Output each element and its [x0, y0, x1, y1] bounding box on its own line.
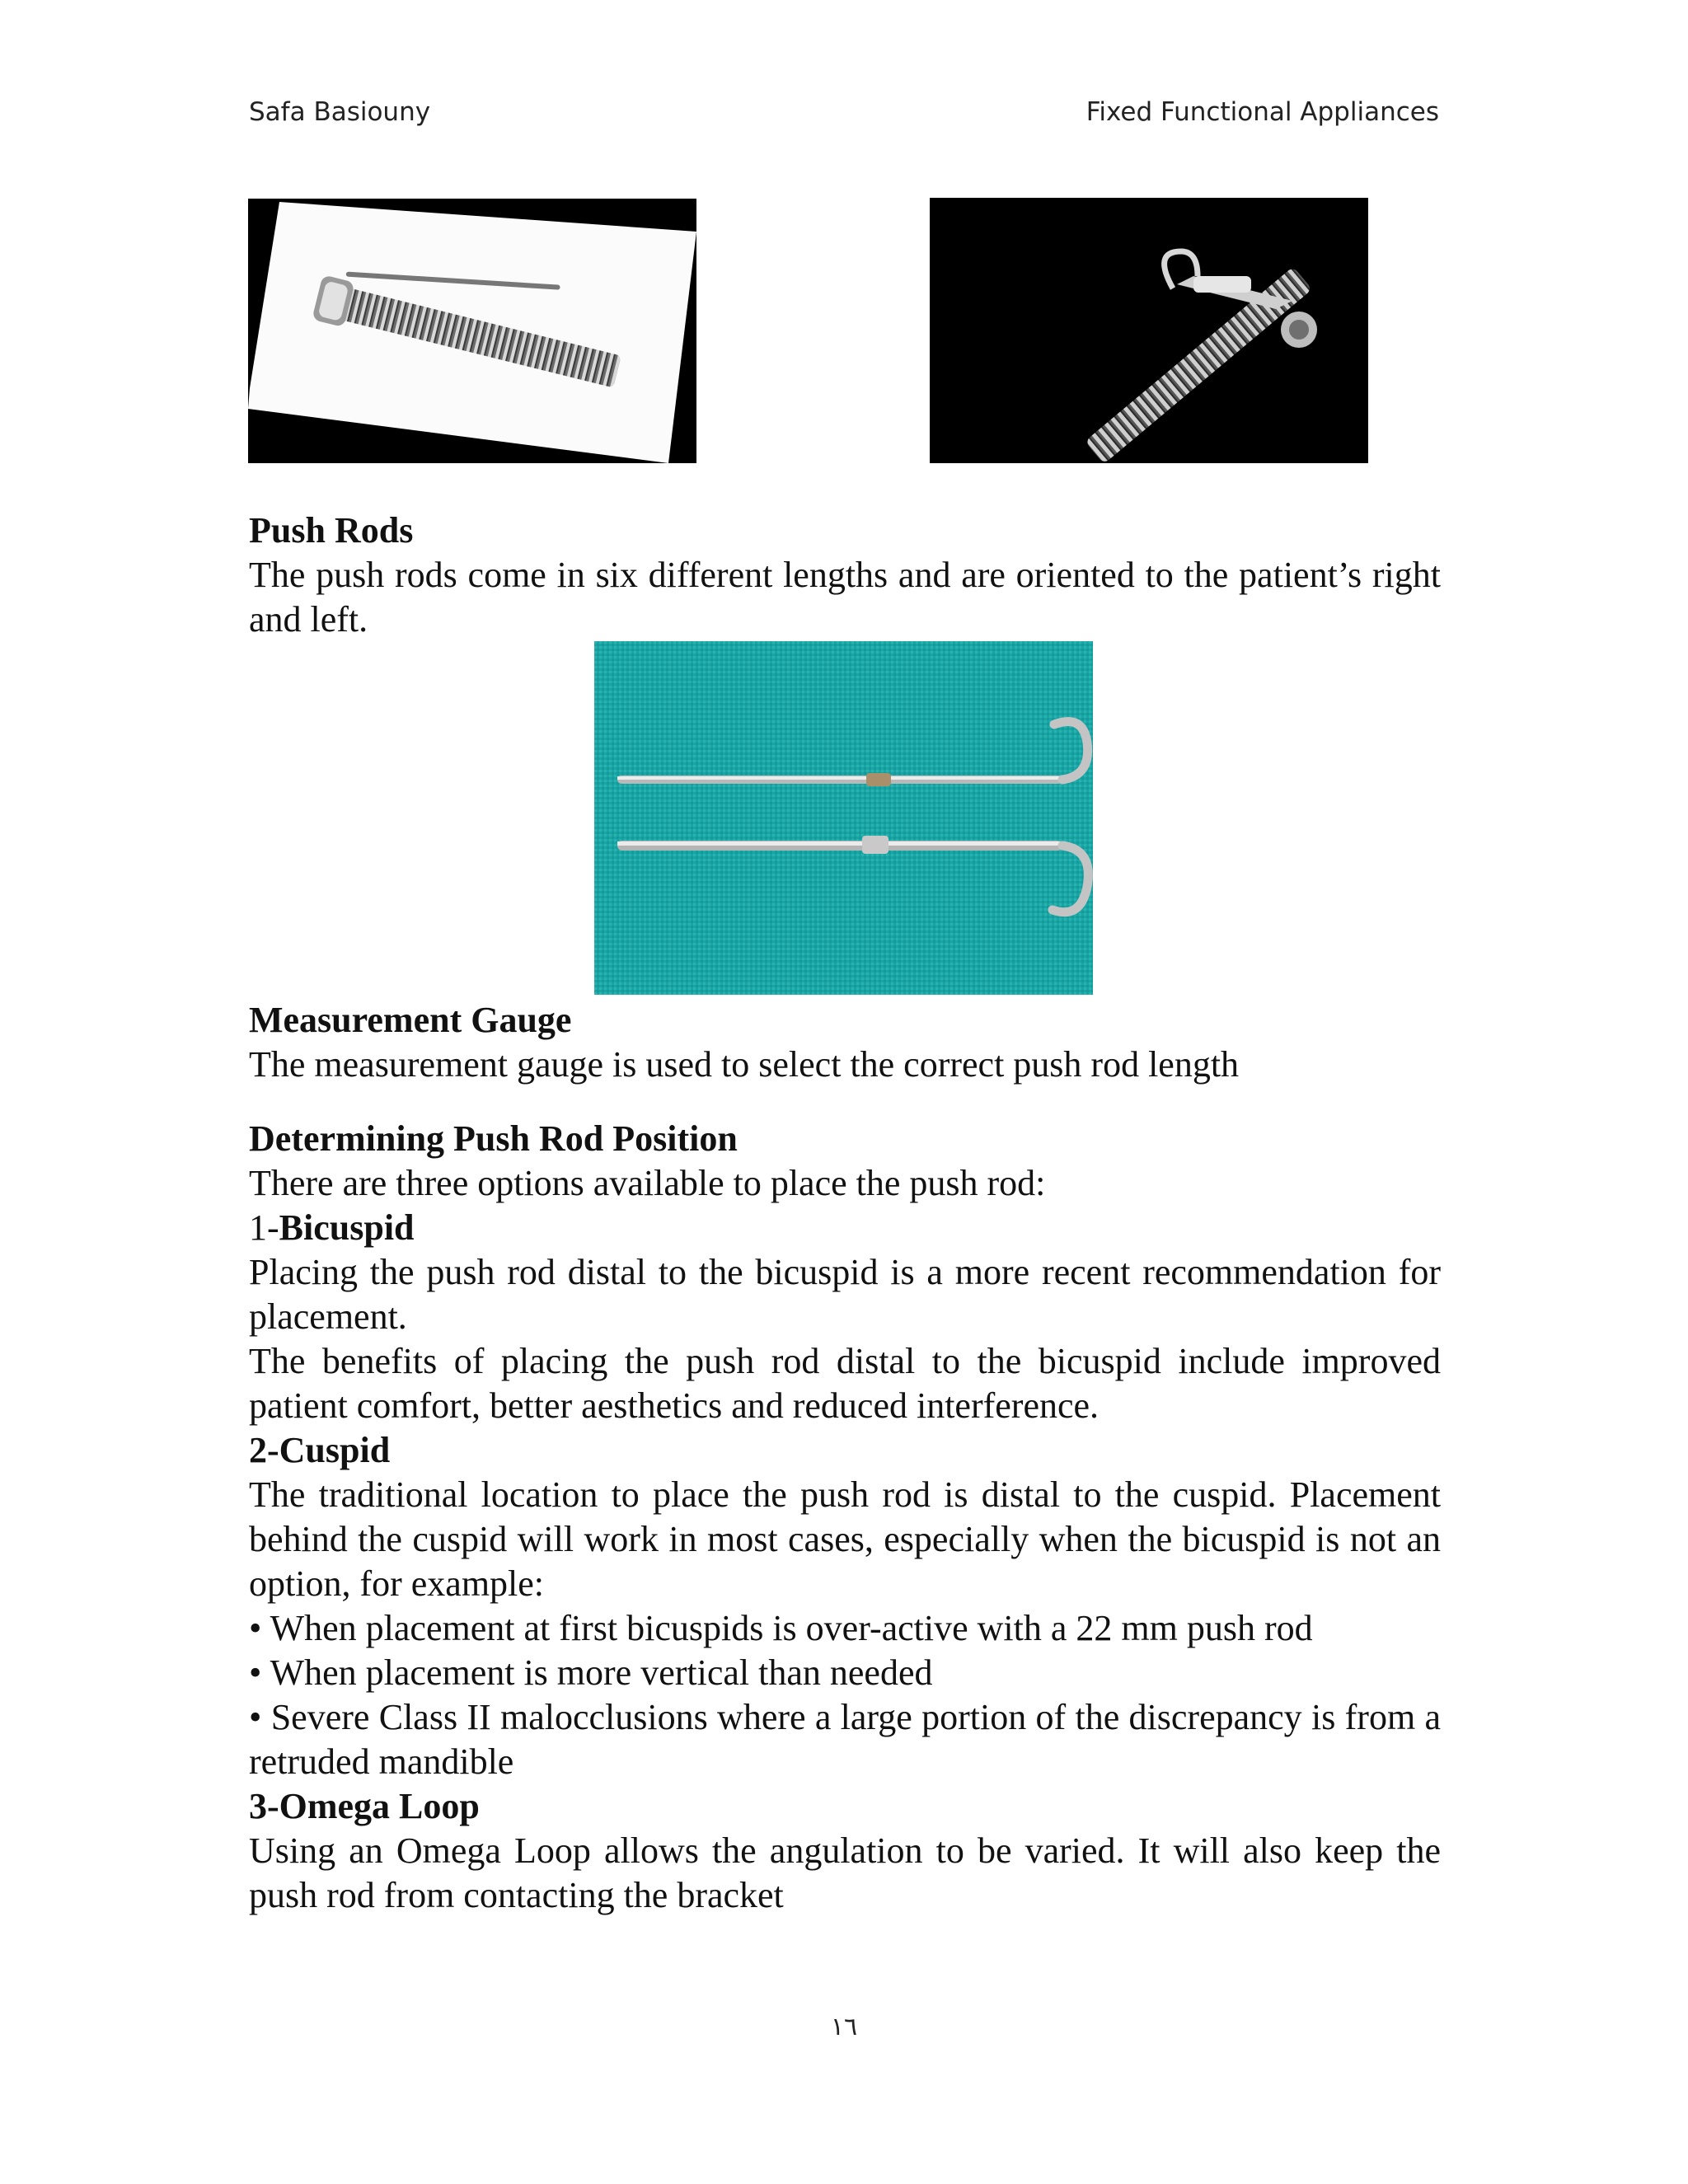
bullet-item: • When placement at first bicuspids is over-active with a 22 mm push rod — [249, 1608, 1313, 1648]
measurement-gauge-section — [249, 998, 1441, 1087]
option-1-paragraph-1: Placing the push rod distal to the bicuspid is a more recent recommendation for placement. — [249, 1252, 1441, 1337]
option-3-heading: 3-Omega Loop — [249, 1786, 480, 1826]
push-rods-heading: Push Rods — [249, 510, 414, 551]
option-1-paragraph-2: The benefits of placing the push rod distal to the bicuspid include improved patient comfort, better aesthetics and reduced interference. — [249, 1341, 1441, 1426]
gauge-heading: Measurement Gauge — [249, 1000, 572, 1040]
running-head-author: Safa Basiouny — [249, 97, 431, 127]
position-heading: Determining Push Rod Position — [249, 1118, 738, 1159]
running-head-title: Fixed Functional Appliances — [1085, 97, 1439, 127]
push-rods-text: The push rods come in six different lengths and are oriented to the patient’s right and left. — [249, 555, 1441, 640]
bullet-item: • When placement is more vertical than needed — [249, 1652, 933, 1693]
gauge-text: The measurement gauge is used to select the correct push rod length — [249, 1044, 1240, 1085]
bullet-item: • Severe Class II malocclusions where a large portion of the discrepancy is from a retruded mandible — [249, 1697, 1441, 1782]
option-1-label: Bicuspid — [279, 1207, 415, 1248]
option-1-number: 1- — [249, 1207, 279, 1248]
position-intro: There are three options available to place the push rod: — [249, 1163, 1046, 1203]
option-1-heading — [249, 1206, 1441, 1250]
push-rods-photo — [594, 641, 1093, 995]
push-rods-section — [249, 509, 1441, 642]
spring-bracket-photo — [930, 198, 1368, 463]
page-number: ١٦ — [830, 2013, 858, 2041]
push-rod-position-section — [249, 1117, 1441, 1918]
option-2-heading: 2-Cuspid — [249, 1430, 391, 1470]
option-2-paragraph: The traditional location to place the push rod is distal to the cuspid. Placement behind the cuspid will work in most cases, especially when the bicuspid is not an option, for example: — [249, 1474, 1441, 1604]
option-3-paragraph: Using an Omega Loop allows the angulation to be varied. It will also keep the push rod from contacting the bracket — [249, 1830, 1441, 1915]
spring-tube-photo — [248, 199, 696, 463]
